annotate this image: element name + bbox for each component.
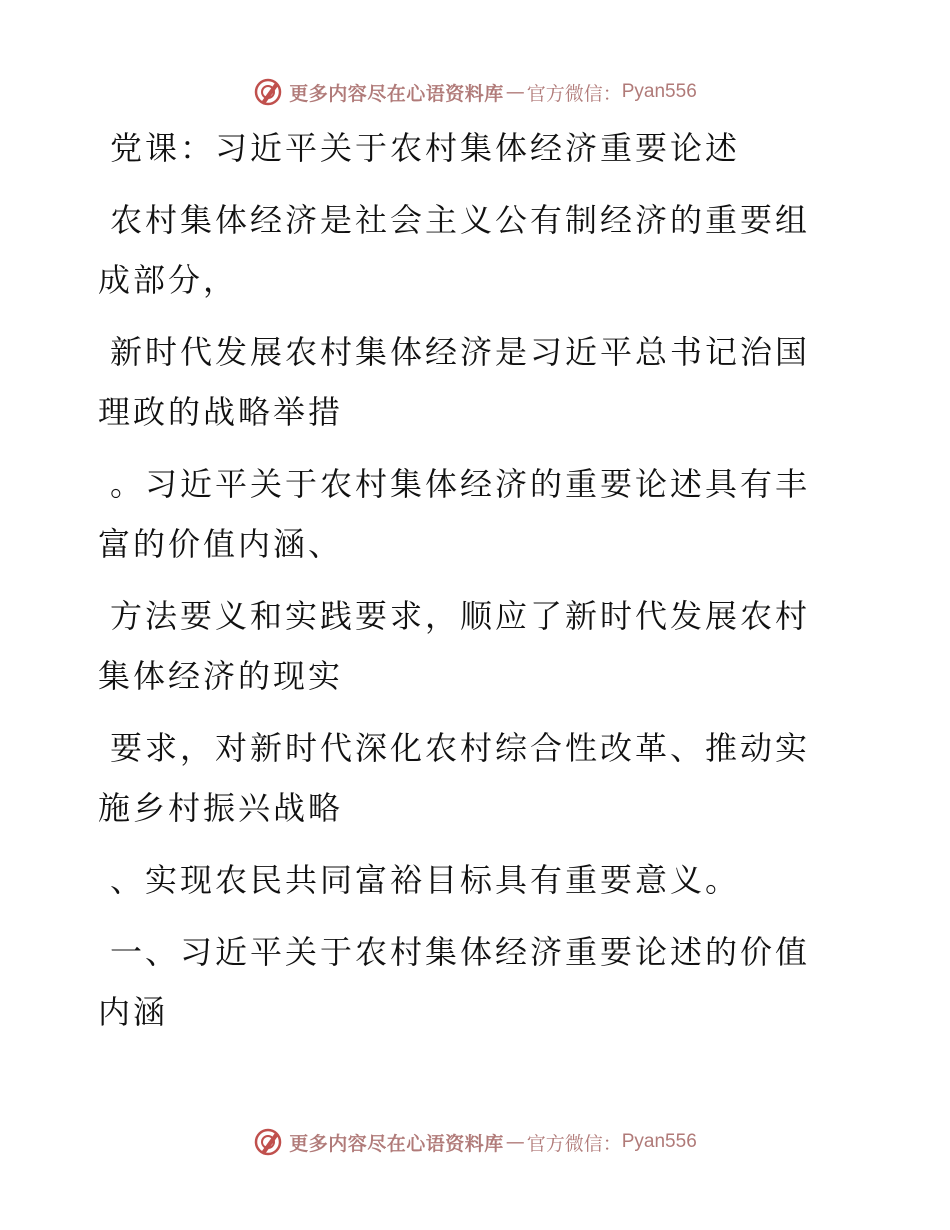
document-body <box>98 118 838 1054</box>
watermark-brand-text: 更多内容尽在心语资料库 <box>289 82 504 105</box>
paragraph: 方法要义和实践要求，顺应了新时代发展农村集体经济的现实 <box>98 597 811 695</box>
paragraph: 新时代发展农村集体经济是习近平总书记治国理政的战略举措 <box>98 333 811 431</box>
footer-watermark <box>0 1122 950 1162</box>
document-title: 党课：习近平关于农村集体经济重要论述 <box>110 129 741 167</box>
watermark-wechat-id: Pyan556 <box>621 1131 697 1152</box>
watermark-separator: — <box>505 1131 525 1153</box>
watermark-wechat-label: 官方微信： <box>526 1132 622 1155</box>
watermark-brand-text: 更多内容尽在心语资料库 <box>289 1132 504 1155</box>
paragraph: 、实现农民共同富裕目标具有重要意义。 <box>110 861 741 899</box>
section-heading: 一、习近平关于农村集体经济重要论述的价值内涵 <box>98 933 811 1031</box>
watermark-wechat-label: 官方微信： <box>526 82 622 105</box>
paragraph: 农村集体经济是社会主义公有制经济的重要组成部分， <box>98 201 811 299</box>
pen-logo-icon <box>253 77 283 107</box>
header-watermark <box>0 72 950 112</box>
watermark-wechat-id: Pyan556 <box>621 81 697 102</box>
paragraph: 。习近平关于农村集体经济的重要论述具有丰富的价值内涵、 <box>98 465 811 563</box>
pen-logo-icon <box>253 1127 283 1157</box>
watermark-separator: — <box>505 81 525 103</box>
paragraph: 要求，对新时代深化农村综合性改革、推动实施乡村振兴战略 <box>98 729 811 827</box>
